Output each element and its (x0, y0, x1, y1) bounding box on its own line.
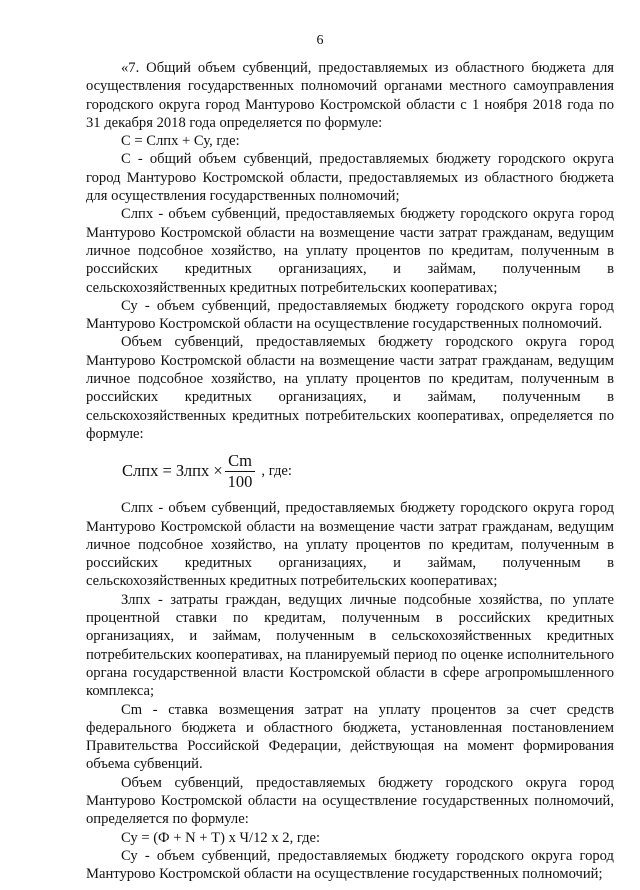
page-number: 6 (316, 33, 324, 48)
paragraph-definition-su-2: Су - объем субвенций, предоставляемых бюджету городского округа город Мантурово Костромской области на осуществление государственных полномочий; (86, 847, 614, 883)
paragraph-su-volume: Объем субвенций, предоставляемых бюджету городского округа город Мантурово Костромской области на осуществление государственных полномочий, определяется по формуле: (86, 774, 614, 828)
paragraph-definition-slph-2: Слпх - объем субвенций, предоставляемых бюджету городского округа город Мантурово Костромской области на возмещение части затрат гражданам, ведущим личное подсобное хозяйство, на уплату процентов по кредитам, полученным в российских кредитных организациях, и займам, полученным в сельскохозяйственных кредитных потребительских кооперативах; (86, 500, 614, 590)
paragraph-definition-su: Су - объем субвенций, предоставляемых бюджету городского округа город Мантурово Костромской области на осуществление государственных полномочий. (86, 297, 614, 333)
formula-lhs: Слпх = Злпх × (122, 461, 223, 481)
paragraph-intro: «7. Общий объем субвенций, предоставляемых из областного бюджета для осуществления государственных полномочий органами местного самоуправления городского округа город Мантурово Костромской области с 1 ноября 2018 года по 31 декабря 2018 года определяется по формуле: (86, 60, 614, 131)
paragraph-definition-zlph: Злпх - затраты граждан, ведущих личные подсобные хозяйства, по уплате процентной ставки по кредитам, полученным в российских кредитных организациях, и займам, полученным в сельскохозяйственных кредитных потребительских кооперативах, на планируемый период по оценке исполнительного органа государственной власти Костромской области в сфере агропромышленного комплекса; (86, 591, 614, 700)
formula-denominator: 100 (227, 471, 253, 491)
formula-fraction (225, 451, 256, 492)
paragraph-definition-slph: Слпх - объем субвенций, предоставляемых бюджету городского округа город Мантурово Костромской области на возмещение части затрат гражданам, ведущим личное подсобное хозяйство, на уплату процентов по кредитам, полученным в российских кредитных организациях, и займам, полученным в сельскохозяйственных кредитных потребительских кооперативах; (86, 206, 614, 296)
formula-su: Су = (Ф + N + Т) х Ч/12 х 2, где: (121, 829, 321, 846)
formula-total: С = Слпх + Су, где: (121, 133, 240, 150)
formula-numerator: Cm (228, 450, 252, 470)
formula-suffix: , где: (261, 463, 292, 480)
document-body (86, 59, 614, 883)
paragraph-definition-c: С - общий объем субвенций, предоставляемых бюджету городского округа город Мантурово Костромской области, предоставляемых из областного бюджета для осуществления государственных полномочий; (86, 151, 614, 205)
paragraph-definition-cm: Cm - ставка возмещения затрат на уплату процентов за счет средств федерального бюджета и областного бюджета, установленная постановлением Правительства Российской Федерации, действующая на момент формирования объема субвенций. (86, 701, 614, 773)
paragraph-slph-volume: Объем субвенций, предоставляемых бюджету городского округа город Мантурово Костромской области на возмещение части затрат гражданам, ведущим личное подсобное хозяйство, на уплату процентов по кредитам, полученным в российских кредитных организациях, и займам, полученным в сельскохозяйственных кредитных потребительских кооперативах, определяется по формуле: (86, 334, 614, 442)
formula-slph (86, 447, 614, 495)
